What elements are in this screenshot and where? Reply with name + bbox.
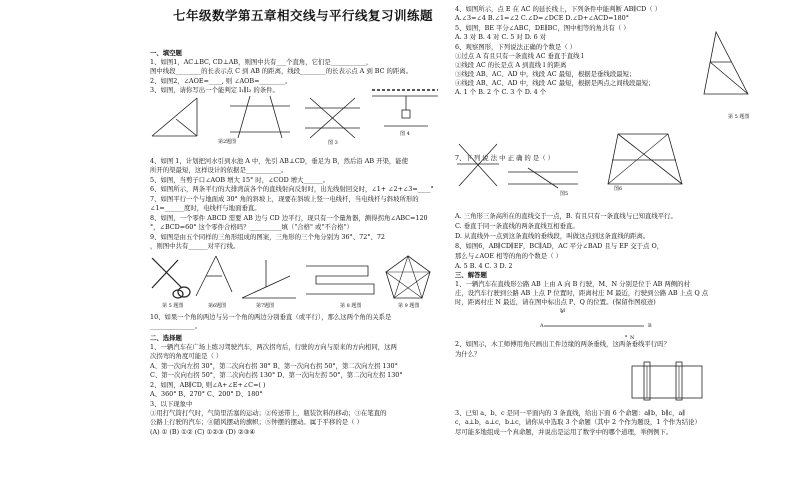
question-r7: 7、下 列 说 法 中 正 确 的 是（ ）	[455, 154, 555, 162]
question-7b: ∠1=______度时，电线杆与地面垂直。	[150, 204, 261, 212]
figure-carpenter-square	[630, 360, 704, 402]
figure-3	[305, 98, 365, 138]
question-r6-opts: A. 1 个 B. 2 个 C. 3 个 D. 4 个	[455, 88, 547, 96]
figure-r6-parallelogram	[606, 130, 688, 188]
solve-1c: 时，距离村庄 N 最近，请在图中标出点 P、Q 的位置。(保留作图痕迹)	[455, 298, 656, 306]
question-r8-opts: A. 5 B. 4 C. 3 D. 2	[455, 262, 513, 270]
label-A: A	[540, 323, 544, 329]
solve-1a: 1、一辆汽车在直线形公路 AB 上由 A 向 B 行驶，M、N 分别是位于 AB 两侧的村	[455, 280, 690, 288]
label-M: M	[560, 308, 566, 314]
figure-2	[152, 96, 222, 138]
figure-r5b-caption: 图5	[560, 191, 569, 197]
solve-1b: 庄，设汽车行驶到公路 AB 上点 P 位置时，距离村庄 M 最近，行驶到公路 AB 上点 Q 点	[455, 289, 709, 297]
question-1a: 1、如图1，AC⊥BC, CD⊥AB，则图中共有___个直角，它们是___________，	[150, 58, 373, 66]
question-r7A: A. 三角形三条高所在的直线交于一点，B. 有且只有一条直线与已知直线平行。	[455, 212, 677, 220]
question-4a: 4、如图 1，计划把河水引到水池 A 中，先引 AB⊥CD，垂足为 B，然后沿 AB 开渠，能使	[150, 157, 409, 165]
question-r6c: ③线段 AB、AC、AD 中，线段 AC 最短，根据是垂线段最短；	[455, 70, 636, 78]
figure-9-caption: 第 9 题图	[398, 303, 420, 309]
section-fill-blank: 一、填空题	[150, 49, 182, 57]
question-r5-opts: A. 3 对 B. 4 对 C. 5 对 D. 6 对	[455, 33, 547, 41]
question-5: 5、如图，当剪子口∠AOB 增大 15° 时，∠COD 增大______。	[150, 176, 330, 184]
figure-5-caption: 第 5 题图	[162, 303, 184, 309]
question-8b: °，∠BCD=60° 这个零件合格吗？__________填（"合格" 或"不合格"）	[150, 223, 353, 231]
section-solve: 三、解答题	[455, 271, 487, 279]
question-r6a: ①过点 A 有且只有一条直线 AC 垂直于直线 l	[455, 52, 584, 60]
choice-3a: ①用打气筒打气时，气筒里活塞的运动；②传送带上，瓶装饮料的移动；③在笔直的	[150, 409, 387, 417]
figure-7-caption: 第7题图	[256, 303, 275, 309]
figure-2b	[230, 96, 300, 138]
figure-r5-caption: 第 5 题图	[728, 114, 750, 120]
question-10b: ______________。	[150, 322, 202, 330]
choice-3b: 公路上行驶的汽车；④随风摆动的旗帜；⑤钟摆的摆动。属于平移的是（ ）	[150, 418, 363, 426]
question-r4-opts: A.∠3=∠4 B.∠1=∠2 C.∠D=∠DCE D.∠D+∠ACD=180°	[455, 14, 629, 22]
solve-3c: 尽可能多地组成一个真命题，并说出是运用了数学中的哪个道理，举例例下。	[455, 428, 673, 436]
figure-2-caption: 第2题图	[218, 139, 237, 145]
figure-3-caption: 图 3	[328, 140, 338, 146]
figure-4	[372, 86, 442, 130]
label-B: B	[648, 323, 652, 329]
question-6: 6、如图所示，两条平行的大排湾前各个的直线射向反射时，出光线射回交时，∠1+ ∠2+∠3=____°	[150, 185, 434, 193]
choice-3: 3、以下现象中	[150, 400, 193, 408]
choice-1a: 1、一辆汽车在广场上练习驾驶汽车，两次拐弯后，行驶的方向与原来的方向相同，这两	[150, 343, 397, 351]
figure-5-scissors	[148, 254, 190, 300]
figure-r6-caption: 图6	[614, 186, 623, 192]
question-9: 9、如图是由五个同样的三角形组成的图案，三角形的三个角分别为 36°、72°、72	[150, 233, 385, 241]
figure-9-pentagon	[384, 254, 432, 300]
choice-3-opts: (A) ① (B) ①② (C) ①②③ (D) ②③④	[150, 428, 256, 436]
question-3: 3、如图，请你写出一个能判定 l₁∥l₂ 的条件。	[150, 86, 279, 94]
section-choice: 二、选择题	[150, 334, 182, 342]
choice-2: 2、如图，AB∥CD, 则∠A+∠E+∠C=( )	[150, 381, 266, 389]
choice-1-optA: A、第一次向左拐 30°，第二次向右拐 30° B、第一次向右拐 50°，第二次向左拐 130°	[150, 362, 398, 370]
figure-4-caption: 图 4	[400, 131, 410, 137]
question-r7C: C. 垂直于同一条直线的两条直线互相垂直。	[455, 222, 579, 230]
figure-8	[304, 262, 378, 298]
figure-7	[242, 256, 298, 300]
choice-2-opts: A、360° B、270° C、200° D、180°	[150, 390, 263, 398]
question-10: 10、如果一个角的两边与另一个角的两边分别垂直（或平行），那么这两个角的关系是	[150, 313, 392, 321]
question-8a: 8、如图，一个零件 ABCD 需要 AB 边与 CD 边平行，现只有一个量角器，测得拐角∠ABC=120	[150, 214, 428, 222]
page-title: 七年级数学第五章相交线与平行线复习训练题	[172, 8, 433, 23]
label-N: N	[630, 335, 635, 341]
figure-6	[196, 256, 236, 300]
question-r6: 6、观察图形，下列说法正确的个数是（ ）	[455, 43, 577, 51]
solve-3a: 3、已知 a、b、c 是同一平面内的 3 条直线，给出下面 6 个命题：a∥b，b∥c，a∥	[455, 409, 686, 417]
question-4b: 所开的渠最短，这样设计的依据是___________。	[150, 166, 288, 174]
question-r8b: 那么与∠AOE 相等的角的个数是（ ）	[455, 252, 563, 260]
figure-8-caption: 第 8 题图	[340, 303, 362, 309]
question-r7D: D. 从直线外一点到这条直线的垂线段，叫做这点到这条直线的距离。	[455, 232, 650, 240]
question-9b: ，则图中共有______对平行线。	[150, 242, 240, 250]
solve-3b: c，a⊥b，a⊥c，b⊥c，请你从中选取 3 个命题（其中 2 个作为题设，1 个作为结论）	[455, 418, 701, 426]
question-7: 7、如图平行一个与地面成 30° 角的斜坡上，现要在斜坡上竖一电线杆，当电线杆与斜坡所形的	[150, 195, 419, 203]
question-2: 2、如图2，∠AOE=____, 则 ∠AOB=________。	[150, 77, 292, 85]
question-r6d: ④线段 AB、AC、AD 中，线段 AC 最短，根据是两点之间线段最短；	[455, 79, 655, 87]
figure-r5b	[508, 168, 582, 188]
question-r8: 8、如图6，AB∥CD∥EF，BC∥AD，AC 平分∠BAD 且与 EF 交于点 O，	[455, 242, 664, 250]
question-r5: 5、如图，BE 平分∠ABC，DE∥BC，图中相等的角共有（ ）	[455, 24, 630, 32]
figure-r-lines	[455, 136, 501, 192]
figure-6-caption: 第6题图	[208, 303, 227, 309]
solve-2a: 2、如图示，木工师傅用角尺画出工件边缘的两条垂线，这两条垂线平行吗？	[455, 340, 670, 348]
solve-2b: 为什么？	[455, 350, 481, 358]
question-1b: 图中线段________的长表示点 C 到 AB 的距离，线段________的长表示点 A 到 BC 的距离。	[150, 67, 413, 75]
question-r6b: ②线段 AC 的长是点 A 到直线 l 的距离	[455, 61, 567, 69]
question-r4: 4、如图所示，点 E 在 AC 的延长线上，下列条件中能判断 AB∥CD（ ）	[455, 5, 662, 13]
figure-r5-triangle	[702, 28, 764, 108]
choice-1b: 次拐弯的角度可能是（ ）	[150, 352, 223, 360]
choice-1-optC: C、第一次向右拐 50°，第二次向右拐 130° D、第一次向左拐 50°，第二次向左拐 130°	[150, 371, 403, 379]
